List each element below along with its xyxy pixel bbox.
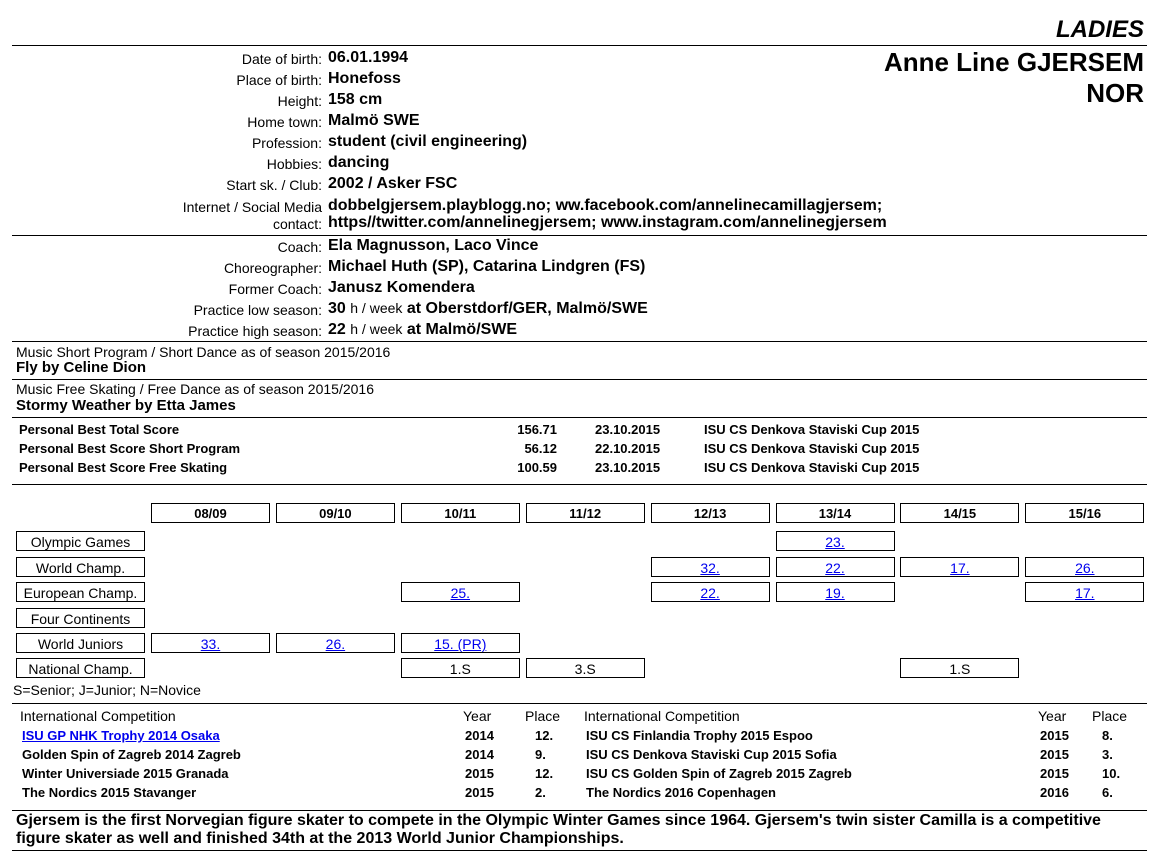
bio-label: Start sk. / Club: [226, 177, 322, 193]
bio-value: dancing [328, 154, 390, 171]
category-title: LADIES [1055, 16, 1144, 43]
divider [12, 850, 1147, 851]
social-links-1: dobbelgjersem.playblogg.no; ww.facebook.com/annelinecamillagjersem; [328, 197, 883, 214]
pb-event: ISU CS Denkova Staviski Cup 2015 [704, 422, 920, 437]
competition-name [586, 747, 837, 762]
divider [12, 484, 1147, 485]
coaching-label: Former Coach: [228, 281, 322, 297]
practice-value [328, 300, 648, 318]
competition-year: 2015 [1040, 747, 1069, 762]
practice-hours: 30 [328, 300, 346, 317]
practice-label: Practice high season: [188, 323, 322, 339]
social-links-2: https//twitter.com/annelinegjersem; www.instagram.com/annelinegjersem [328, 214, 887, 231]
competition-place: 12. [535, 728, 554, 743]
year-header: Year [1038, 708, 1067, 724]
competition-text: Winter Universiade 2015 Granada [22, 766, 229, 781]
result-cell[interactable] [776, 582, 895, 602]
coaching-label: Coach: [277, 239, 322, 255]
divider [12, 417, 1147, 418]
practice-value [328, 321, 517, 339]
bio-label: Profession: [251, 135, 322, 151]
season-header: 10/11 [401, 503, 520, 523]
result-link[interactable]: 19. [825, 585, 845, 601]
bio-label: Date of birth: [241, 51, 322, 67]
pb-event: ISU CS Denkova Staviski Cup 2015 [704, 441, 920, 456]
competition-name [586, 766, 852, 781]
season-header: 14/15 [900, 503, 1019, 523]
bio-label: Height: [277, 93, 322, 109]
music-sp: Fly by Celine Dion [16, 359, 147, 376]
result-cell [900, 658, 1019, 678]
pb-label: Personal Best Total Score [19, 422, 180, 437]
place-header: Place [1092, 708, 1128, 724]
social-label-contact: contact: [272, 216, 322, 232]
result-cell[interactable] [1025, 557, 1144, 577]
coaching-value: Michael Huth (SP), Catarina Lindgren (FS) [328, 258, 646, 275]
result-cell [526, 658, 645, 678]
practice-place: at Oberstdorf/GER, Malmö/SWE [406, 300, 648, 317]
result-cell [401, 658, 520, 678]
divider [12, 379, 1147, 380]
music-sp-label: Music Short Program / Short Dance as of season 2015/2016 [16, 344, 391, 360]
competition-text: The Nordics 2015 Stavanger [22, 785, 197, 800]
competition-year: 2016 [1040, 785, 1069, 800]
coaching-label: Choreographer: [223, 260, 322, 276]
result-link[interactable]: 22. [700, 585, 720, 601]
competition-year: 2015 [1040, 766, 1069, 781]
result-cell[interactable] [900, 557, 1019, 577]
season-header: 08/09 [151, 503, 270, 523]
result-link[interactable]: 17. [950, 560, 970, 576]
competition-text: ISU CS Denkova Staviski Cup 2015 Sofia [586, 747, 837, 762]
result-link[interactable]: 25. [450, 585, 471, 601]
event-label: European Champ. [16, 582, 145, 602]
result-link[interactable]: 22. [825, 560, 845, 576]
result-cell[interactable] [776, 531, 895, 551]
place-header: Place [525, 708, 561, 724]
bio-value: 2002 / Asker FSC [328, 175, 458, 192]
competition-year: 2015 [465, 785, 494, 800]
result-cell[interactable] [1025, 582, 1144, 602]
result-cell[interactable] [651, 582, 770, 602]
season-header: 11/12 [526, 503, 645, 523]
music-fs-label: Music Free Skating / Free Dance as of season 2015/2016 [16, 381, 374, 397]
competition-year: 2014 [465, 728, 494, 743]
result-link[interactable]: 33. [200, 636, 221, 652]
coaching-value: Janusz Komendera [328, 279, 475, 296]
competition-text: The Nordics 2016 Copenhagen [586, 785, 776, 800]
pb-date: 22.10.2015 [595, 441, 661, 456]
competition-place: 12. [535, 766, 554, 781]
bio-label: Hobbies: [266, 156, 322, 172]
event-label: National Champ. [16, 658, 145, 678]
competition-name[interactable] [22, 728, 220, 743]
divider [12, 45, 1147, 46]
bio-value: Honefoss [328, 70, 401, 87]
result-cell[interactable] [651, 557, 770, 577]
result-link[interactable]: 17. [1075, 585, 1095, 601]
skater-name: Anne Line GJERSEM [883, 47, 1144, 77]
competition-name [22, 766, 229, 781]
event-label: Olympic Games [16, 531, 145, 551]
result-cell[interactable] [776, 557, 895, 577]
competition-year: 2015 [1040, 728, 1069, 743]
year-header: Year [463, 708, 492, 724]
result-value: 1.S [949, 661, 971, 677]
notes: Gjersem is the first Norvegian figure skater to compete in the Olympic Winter Games since 1964. Gjersem's twin sister Camilla is a competitive figure skater as well and finished 34th at the 2013 World Junior Championships. [16, 812, 1101, 847]
result-value: 1.S [449, 661, 471, 677]
divider [12, 235, 1147, 236]
competition-text: ISU CS Finlandia Trophy 2015 Espoo [586, 728, 813, 743]
level-legend: S=Senior; J=Junior; N=Novice [13, 682, 201, 698]
bio-value: 06.01.1994 [328, 49, 409, 66]
divider [12, 810, 1147, 811]
season-header: 13/14 [776, 503, 895, 523]
result-link[interactable]: 23. [825, 534, 845, 550]
music-fs: Stormy Weather by Etta James [16, 397, 236, 414]
pb-score: 100.59 [517, 460, 557, 475]
bio-value: Malmö SWE [328, 112, 420, 129]
bio-label: Home town: [247, 114, 322, 130]
bio-label: Place of birth: [236, 72, 322, 88]
season-header: 09/10 [276, 503, 395, 523]
divider [12, 703, 1147, 704]
pb-score: 156.71 [517, 422, 557, 437]
season-header: 12/13 [651, 503, 770, 523]
bio-value: 158 cm [328, 91, 383, 108]
pb-score: 56.12 [524, 441, 557, 456]
competition-text: ISU CS Golden Spin of Zagreb 2015 Zagreb [586, 766, 852, 781]
pb-label: Personal Best Score Short Program [19, 441, 241, 456]
event-label: Four Continents [16, 608, 145, 628]
competition-name [586, 728, 813, 743]
practice-hours: 22 [328, 321, 346, 338]
competition-name [586, 785, 776, 800]
coaching-value: Ela Magnusson, Laco Vince [328, 237, 539, 254]
practice-unit: h / week [350, 300, 403, 316]
divider [12, 341, 1147, 342]
result-cell[interactable] [401, 633, 520, 653]
pb-date: 23.10.2015 [595, 422, 661, 437]
competition-place: 10. [1102, 766, 1121, 781]
pb-date: 23.10.2015 [595, 460, 661, 475]
event-label: World Champ. [16, 557, 145, 577]
pb-event: ISU CS Denkova Staviski Cup 2015 [704, 460, 920, 475]
skater-country: NOR [1086, 78, 1144, 108]
competition-place: 2. [535, 785, 546, 800]
competition-place: 6. [1102, 785, 1113, 800]
result-link[interactable]: 26. [325, 636, 346, 652]
result-value: 3.S [574, 661, 596, 677]
social-label: Internet / Social Media [182, 199, 322, 215]
result-cell[interactable] [151, 633, 270, 653]
event-label: World Juniors [16, 633, 145, 653]
competition-year: 2015 [465, 766, 494, 781]
competition-text: Golden Spin of Zagreb 2014 Zagreb [22, 747, 241, 762]
competition-place: 8. [1102, 728, 1113, 743]
competition-link[interactable]: ISU GP NHK Trophy 2014 Osaka [22, 728, 220, 743]
practice-place: at Malmö/SWE [406, 321, 518, 338]
result-link[interactable]: 32. [700, 560, 720, 576]
comp-header: International Competition [584, 708, 740, 724]
competition-name [22, 785, 196, 800]
result-link[interactable]: 26. [1075, 560, 1095, 576]
result-cell[interactable] [401, 582, 520, 602]
practice-unit: h / week [350, 321, 403, 337]
result-link[interactable]: 15. (PR) [434, 636, 487, 652]
competition-year: 2014 [465, 747, 494, 762]
competition-name [22, 747, 241, 762]
result-cell[interactable] [276, 633, 395, 653]
competition-place: 9. [535, 747, 546, 762]
practice-label: Practice low season: [193, 302, 322, 318]
comp-header: International Competition [20, 708, 176, 724]
competition-place: 3. [1102, 747, 1113, 762]
pb-label: Personal Best Score Free Skating [19, 460, 228, 475]
season-header: 15/16 [1025, 503, 1144, 523]
bio-value: student (civil engineering) [328, 133, 528, 150]
